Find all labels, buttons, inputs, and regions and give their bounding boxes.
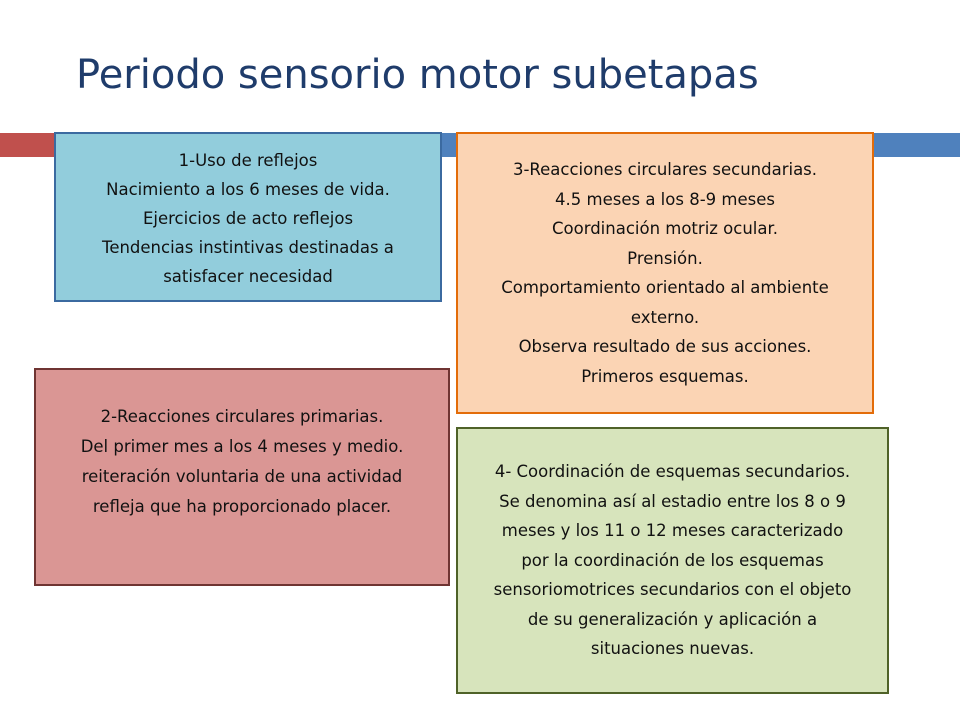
- stage-2-box: [34, 368, 450, 586]
- stage-3-line: 3-Reacciones circulares secundarias.: [512, 160, 818, 179]
- title-accent-bar-blue: [880, 133, 960, 157]
- stage-3-line: Observa resultado de sus acciones.: [518, 337, 812, 356]
- stage-1-box: [54, 132, 442, 302]
- stage-3-line: 4.5 meses a los 8-9 meses: [555, 189, 775, 209]
- stage-3-box: [456, 132, 874, 414]
- stage-4-line: 4- Coordinación de esquemas secundarios.: [494, 462, 851, 482]
- stage-4-line: situaciones nuevas.: [590, 639, 755, 659]
- stage-3-line: Coordinación motriz ocular.: [551, 219, 779, 238]
- stage-4-box: [456, 427, 889, 694]
- slide-title: Periodo sensorio motor subetapas: [76, 52, 759, 98]
- stage-4-line: Se denomina así al estadio entre los 8 o 9: [499, 491, 846, 511]
- stage-1-line: Ejercicios de acto reflejos: [142, 208, 354, 228]
- stage-1-line: Nacimiento a los 6 meses de vida.: [106, 179, 390, 199]
- stage-2-line: reiteración voluntaria de una actividad: [81, 467, 403, 486]
- stage-4-line: sensoriomotrices secundarios con el objeto: [493, 580, 852, 600]
- stage-2-line: refleja que ha proporcionado placer.: [92, 497, 392, 516]
- stage-2-line: Del primer mes a los 4 meses y medio.: [80, 437, 404, 456]
- title-accent-bar-red: [0, 133, 60, 157]
- stage-2-line: 2-Reacciones circulares primarias.: [100, 407, 384, 426]
- stage-4-line: por la coordinación de los esquemas: [521, 550, 824, 570]
- stage-4-line: de su generalización y aplicación a: [527, 609, 818, 629]
- stage-3-line: externo.: [630, 307, 700, 327]
- stage-1-line: 1-Uso de reflejos: [178, 150, 318, 170]
- stage-3-line: Comportamiento orientado al ambiente: [501, 278, 829, 297]
- stage-1-line: Tendencias instintivas destinadas a: [102, 237, 394, 257]
- stage-4-line: meses y los 11 o 12 meses caracterizado: [501, 521, 844, 541]
- stage-3-line: Prensión.: [627, 248, 703, 268]
- stage-1-line: satisfacer necesidad: [163, 266, 333, 286]
- stage-3-line: Primeros esquemas.: [581, 366, 749, 386]
